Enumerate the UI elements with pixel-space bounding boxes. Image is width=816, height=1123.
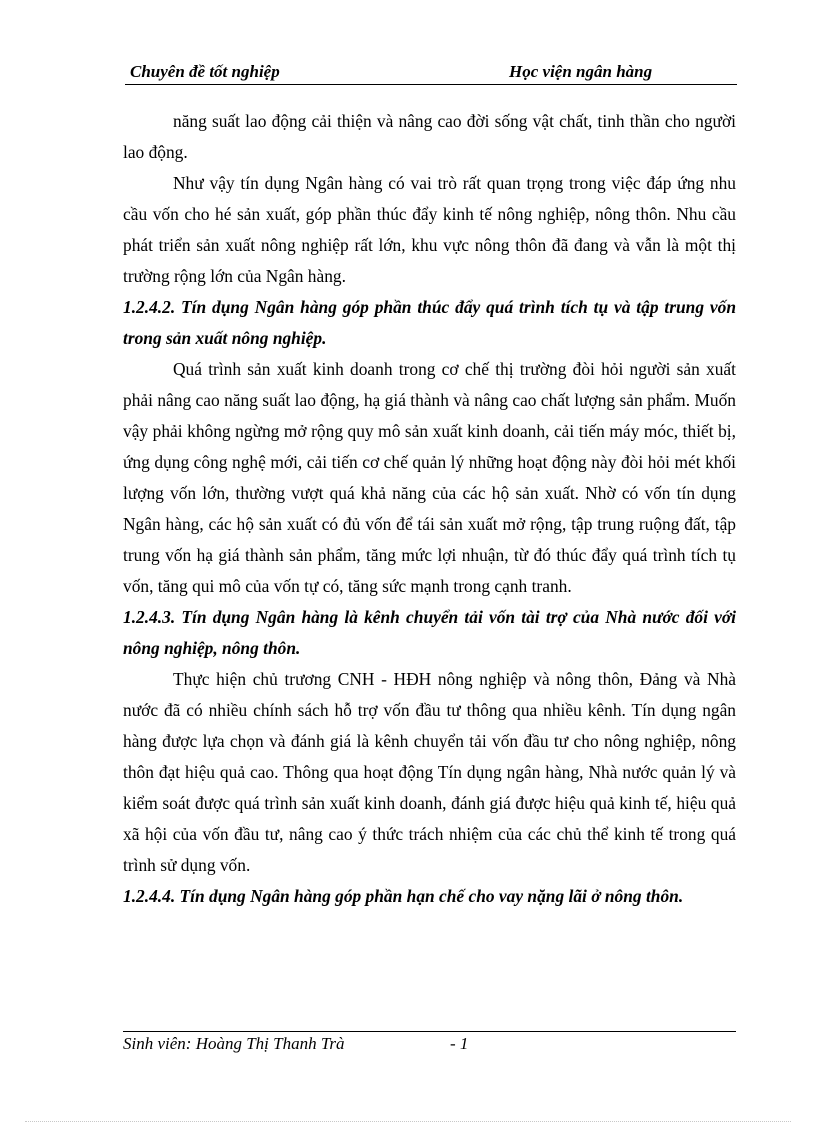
document-body	[123, 106, 736, 912]
paragraph-1: năng suất lao động cải thiện và nâng cao đời sống vật chất, tinh thần cho người lao động.	[123, 111, 736, 162]
paragraph-4: Thực hiện chủ trương CNH - HĐH nông nghiệp và nông thôn, Đảng và Nhà nước đã có nhiều chính sách hỗ trợ vốn đầu tư thông qua nhiều kênh. Tín dụng ngân hàng được lựa chọn và đánh giá là kênh chuyển tải vốn đầu tư cho nông nghiệp, nông thôn đạt hiệu quả cao. Thông qua hoạt động Tín dụng ngân hàng, Nhà nước quản lý và kiểm soát được quá trình sản xuất kinh doanh, đánh giá được hiệu quả kinh tế, hiệu quả xã hội của vốn đầu tư, nâng cao ý thức trách nhiệm của các chủ thể kinh tế trong quá trình sử dụng vốn.	[123, 669, 736, 875]
section-heading-1-2-4-3: 1.2.4.3. Tín dụng Ngân hàng là kênh chuyển tải vốn tài trợ của Nhà nước đối với nông nghiệp, nông thôn.	[123, 607, 736, 658]
header-institution: Học viện ngân hàng	[509, 62, 653, 81]
section-heading-1-2-4-2: 1.2.4.2. Tín dụng Ngân hàng góp phần thúc đẩy quá trình tích tụ và tập trung vốn trong sản xuất nông nghiệp.	[123, 297, 736, 348]
page-header	[125, 58, 737, 85]
footer-student-name: Sinh viên: Hoàng Thị Thanh Trà	[123, 1034, 345, 1053]
footer-divider	[123, 1031, 736, 1032]
paragraph-2: Như vậy tín dụng Ngân hàng có vai trò rất quan trọng trong việc đáp ứng nhu cầu vốn cho hé sản xuất, góp phần thúc đẩy kinh tế nông nghiệp, nông thôn. Nhu cầu phát triển sản xuất nông nghiệp rất lớn, khu vực nông thôn đã đang và vẫn là một thị trường rộng lớn của Ngân hàng.	[123, 173, 736, 286]
header-thesis-title: Chuyên đề tốt nghiệp	[130, 62, 280, 81]
paragraph-3: Quá trình sản xuất kinh doanh trong cơ chế thị trường đòi hỏi người sản xuất phải nâng cao năng suất lao động, hạ giá thành và nâng cao chất lượng sản phẩm. Muốn vậy phải không ngừng mở rộng quy mô sản xuất kinh doanh, cải tiến máy móc, thiết bị, ứng dụng công nghệ mới, cải tiến cơ chế quản lý những hoạt động này đòi hỏi mét khối lượng vốn lớn, thường vượt quá khả năng của các hộ sản xuất. Nhờ có vốn tín dụng Ngân hàng, các hộ sản xuất có đủ vốn để tái sản xuất mở rộng, tập trung ruộng đất, tập trung vốn hạ giá thành sản phẩm, tăng mức lợi nhuận, từ đó thúc đẩy quá trình tích tụ vốn, tăng qui mô của vốn tự có, tăng sức mạnh trong cạnh tranh.	[123, 359, 736, 596]
page-bottom-edge	[25, 1121, 791, 1122]
page-number: - 1	[450, 1034, 469, 1053]
section-heading-1-2-4-4: 1.2.4.4. Tín dụng Ngân hàng góp phần hạn chế cho vay nặng lãi ở nông thôn.	[123, 886, 684, 906]
